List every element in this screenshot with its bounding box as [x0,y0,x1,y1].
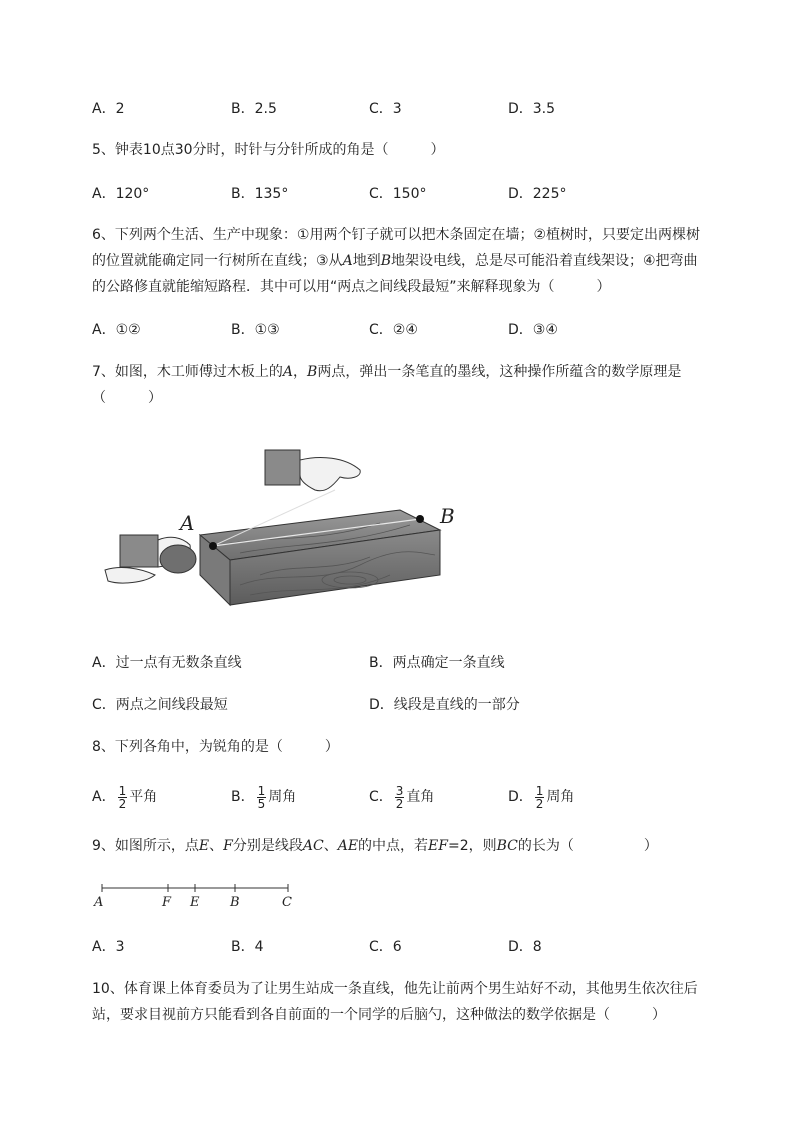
label-a: A [94,895,104,910]
q7-option-a: A．过一点有无数条直线 [92,655,242,671]
q10-line-1: 10、体育课上体育委员为了让男生站成一条直线，他先让前两个男生站好不动，其他男生依次往后 [92,981,698,997]
q7-figure [100,435,480,620]
q8-stem: 8、下列各角中，为锐角的是（ ） [92,739,339,755]
nail-point-b [416,515,424,523]
q5-option-b: B．135° [231,186,289,202]
q8-option-b-numerator: 1 [257,783,266,798]
q8-option-c-numerator: 3 [395,783,404,798]
q9-segment-ef: EF [428,838,448,854]
q8-option-c-suffix: 直角 [406,789,435,805]
q5-option-c: C．150° [369,186,427,202]
q9-stem-part-a: 9、如图所示，点 [92,838,199,854]
q9-point-f: F [223,838,233,854]
q8-option-b [231,782,296,812]
q7-stem-part-b: 两点，弹出一条笔直的墨线，这种操作所蕴含的数学原理是 [317,364,682,380]
q8-option-b-denominator: 5 [257,796,266,811]
q6-line-2-part-b: 地到 [352,253,381,269]
q9-segment-figure [90,878,300,910]
q8-option-c [369,782,434,812]
q10-line-2: 站，要求目视前方只能看到各自前面的一个同学的后脑勺，这种做法的数学依据是（ ） [92,1007,666,1023]
q8-option-b-prefix: B． [231,789,255,805]
q7-point-b: B [307,364,318,380]
q6-line-1: 6、下列两个生活、生产中现象：①用两个钉子就可以把木条固定在墙；②植树时，只要定出两棵树 [92,227,701,243]
q9-stem-part-e: 的长为（ ） [517,838,658,854]
q8-option-c-denominator: 2 [395,796,404,811]
q7-option-b: B．两点确定一条直线 [369,655,505,671]
q4-option-d: D．3.5 [508,101,556,117]
q8-option-d-numerator: 1 [535,783,544,798]
q9-stem-part-d: =2，则 [447,838,497,854]
q5-option-d: D．225° [508,186,567,202]
q8-option-d-prefix: D． [508,789,533,805]
q6-option-b: B．①③ [231,322,280,338]
q9-segment-bc: BC [496,838,518,854]
q6-option-a: A．①② [92,322,141,338]
q8-option-a-prefix: A． [92,789,116,805]
q8-option-d [508,782,574,812]
figure-label-a: A [180,511,195,535]
q9-stem-sep-1: 、 [209,838,224,854]
q9-stem-part-c: 的中点，若 [358,838,429,854]
q9-stem-sep-2: 、 [323,838,338,854]
q8-option-b-suffix: 周角 [268,789,297,805]
label-c: C [282,895,292,910]
q6-line-2-part-c: 地架设电线，总是尽可能沿着直线架设；④把弯曲 [390,253,698,269]
q7-stem-paren: （ ） [92,390,162,406]
label-b: B [230,895,240,910]
label-e: E [190,895,200,910]
q8-option-a-fraction [118,785,128,810]
q9-stem-part-b: 分别是线段 [232,838,303,854]
q9-stem [92,836,658,856]
q7-option-c: C．两点之间线段最短 [92,697,228,713]
q6-line-2 [92,251,698,271]
lower-hand-icon [105,535,196,583]
q7-stem-sep: ， [293,364,308,380]
q9-option-c: C．6 [369,939,402,955]
q8-option-b-fraction [257,785,267,810]
q6-line-2-part-a: 的位置就能确定同一行树所在直线；③从 [92,253,343,269]
q9-segment-ac: AC [302,838,324,854]
q6-line-3: 的公路修直就能缩短路程．其中可以用“两点之间线段最短”来解释现象为（ ） [92,279,611,295]
q4-option-c: C．3 [369,101,402,117]
q8-option-c-fraction [395,785,405,810]
label-f: F [162,895,172,910]
q9-option-a: A．3 [92,939,125,955]
q6-point-a: A [342,253,353,269]
q8-option-a-denominator: 2 [118,796,127,811]
q9-segment-ae: AE [337,838,359,854]
q7-point-a: A [282,364,294,380]
q8-option-c-prefix: C． [369,789,393,805]
q7-stem [92,362,681,382]
q9-point-e: E [198,838,210,854]
q8-option-d-suffix: 周角 [546,789,575,805]
q6-option-c: C．②④ [369,322,418,338]
nail-point-a [209,542,217,550]
q8-option-a-numerator: 1 [118,783,127,798]
q8-option-d-denominator: 2 [535,796,544,811]
q4-option-b: B．2.5 [231,101,277,117]
upper-hand-icon [265,450,360,491]
q5-stem: 5、钟表10点30分时，时针与分针所成的角是（ ） [92,142,445,158]
q9-option-b: B．4 [231,939,264,955]
q7-option-d: D．线段是直线的一部分 [369,697,520,713]
figure-label-b: B [440,504,455,528]
q8-option-a-suffix: 平角 [129,789,158,805]
q7-stem-part-a: 7、如图，木工师傅过木板上的 [92,364,283,380]
q5-option-a: A．120° [92,186,150,202]
q6-point-b: B [380,253,391,269]
q6-option-d: D．③④ [508,322,558,338]
q8-option-d-fraction [535,785,545,810]
q9-option-d: D．8 [508,939,542,955]
q8-option-a [92,782,157,812]
q4-option-a: A．2 [92,101,125,117]
